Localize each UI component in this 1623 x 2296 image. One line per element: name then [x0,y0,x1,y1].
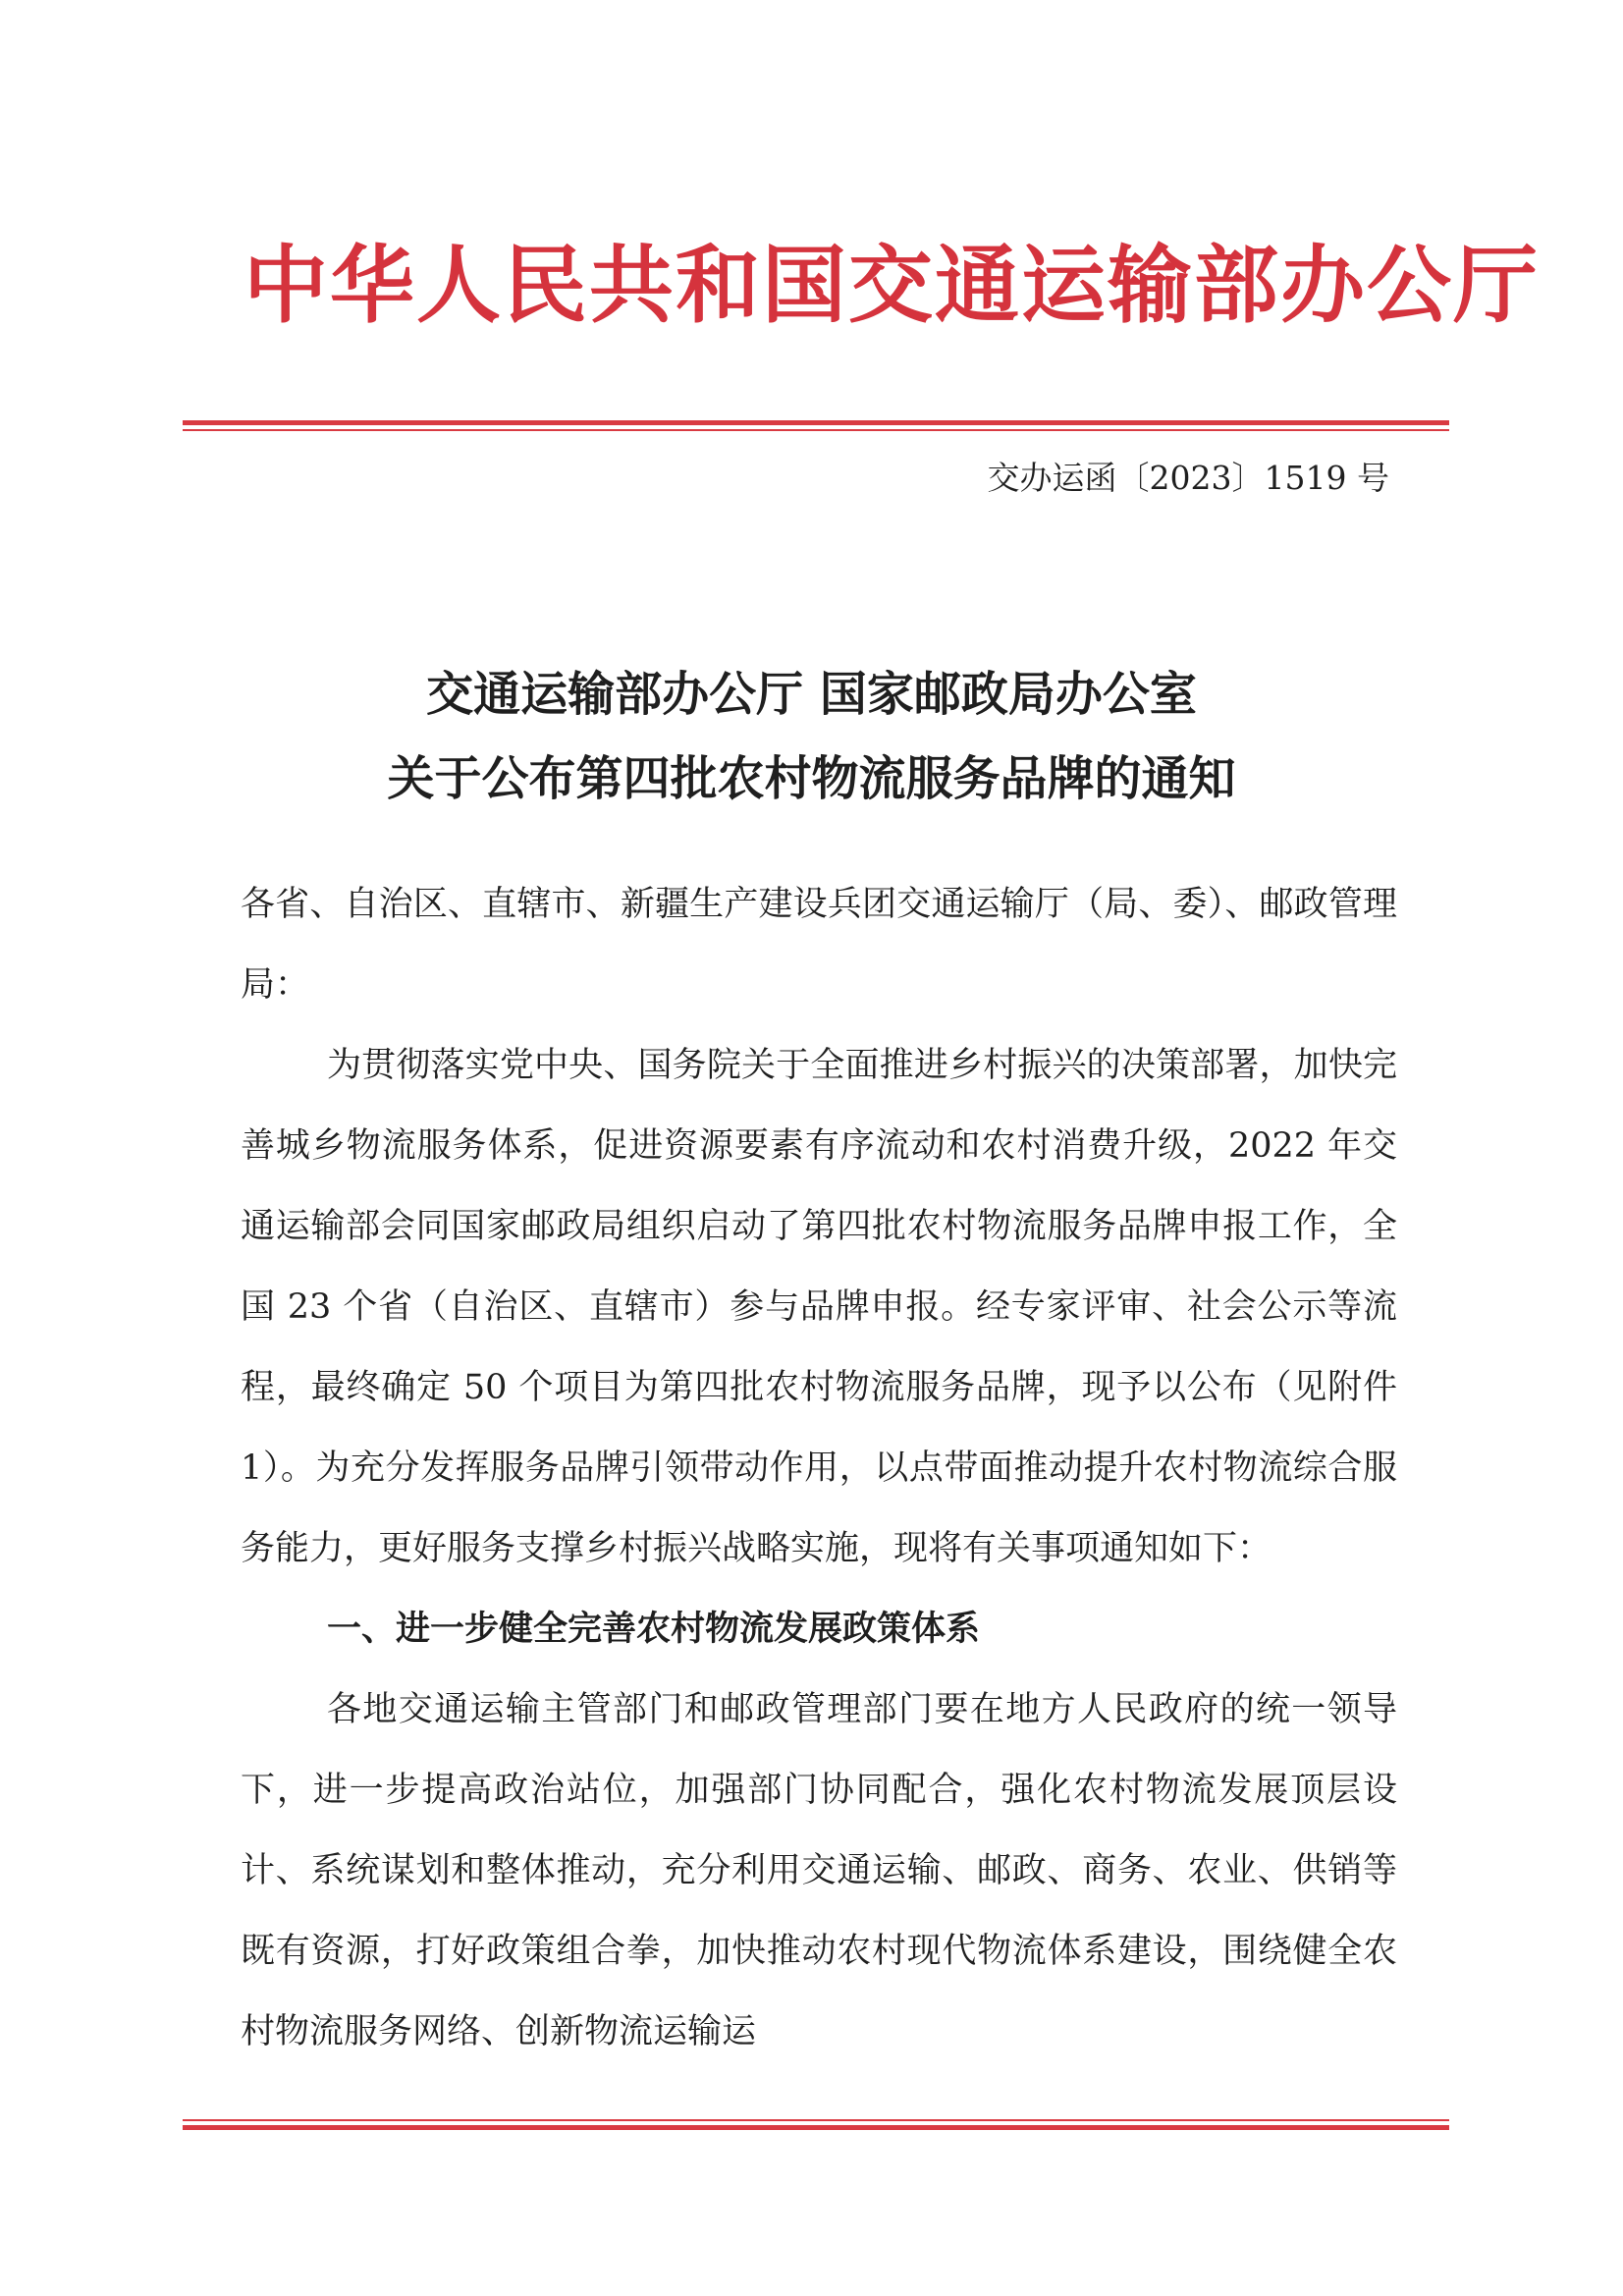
notice-title-line-2: 关于公布第四批农村物流服务品牌的通知 [387,751,1236,806]
letterhead-title: 中华人民共和国交通运输部办公厅 [243,237,1540,335]
addressee: 各省、自治区、直辖市、新疆生产建设兵团交通运输厅（局、委）、邮政管理局： [241,885,1397,1005]
notice-title [196,652,1427,821]
section-heading: 一、进一步健全完善农村物流发展政策体系 [327,1610,981,1649]
footer-red-rule [183,2119,1449,2130]
body-paragraph: 各地交通运输主管部门和邮政管理部门要在地方人民政府的统一领导下，进一步提高政治站位，加强部门协同配合，强化农村物流发展顶层设计、系统谋划和整体推动，充分利用交通运输、邮政、商务、农业、供销等既有资源，打好政策组合拳，加快推动农村现代物流体系建设，围绕健全农村物流服务网络、创新物流运输运 [241,1690,1397,2051]
body-paragraph: 为贯彻落实党中央、国务院关于全面推进乡村振兴的决策部署，加快完善城乡物流服务体系，促进资源要素有序流动和农村消费升级，2022 年交通运输部会同国家邮政局组织启动了第四批农村物流服务品牌申报工作，全国 23 个省（自治区、直辖市）参与品牌申报。经专家评审、社会公示等流程，最终确定 50 个项目为第四批农村物流服务品牌，现予以公布（见附件 1）。为充分发挥服务品牌引领带动作用，以点带面推动提升农村物流综合服务能力，更好服务支撑乡村振兴战略实施，现将有关事项通知如下： [241,1046,1397,1568]
letterhead-red-rule [183,420,1449,431]
document-number: 交办运函〔2023〕1519 号 [987,459,1389,497]
notice-title-line-1: 交通运输部办公厅 国家邮政局办公室 [426,667,1197,722]
notice-body [241,864,1397,2072]
